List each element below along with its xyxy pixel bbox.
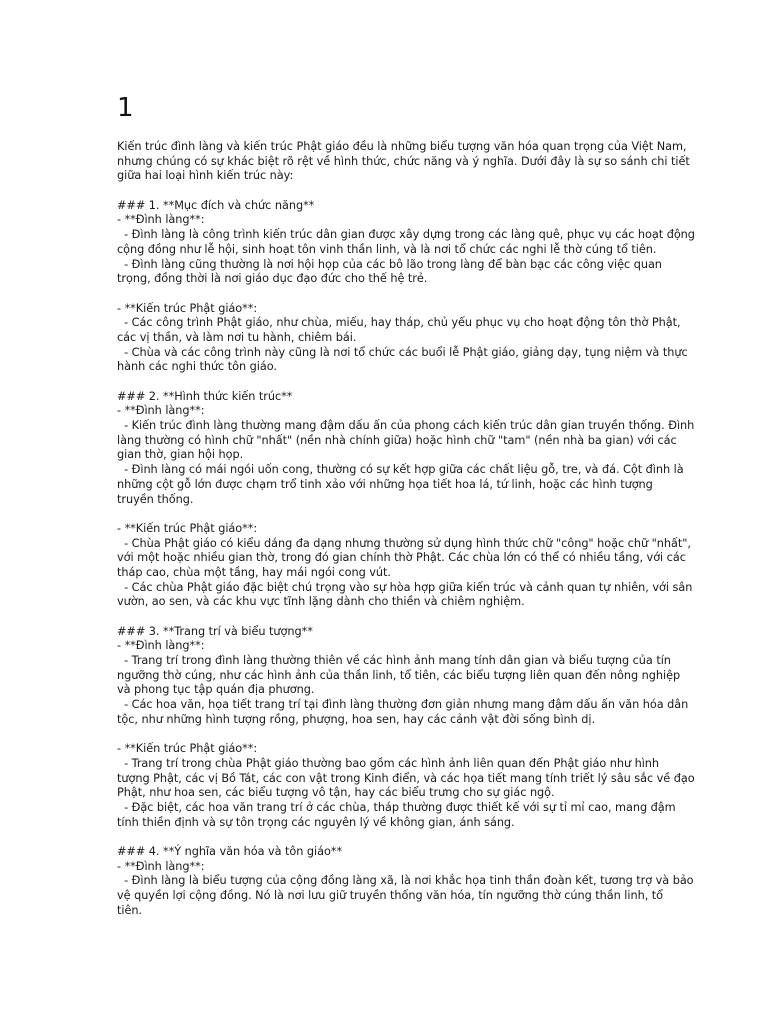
text-line: - Trang trí trong đình làng thường thiên về các hình ảnh mang tính dân gian và biểu tượng của tín [117,654,671,668]
paragraph-gap [117,184,657,199]
text-line: Phật, như hoa sen, các biểu tượng vô tận, hay các biểu trưng cho sự giác ngộ. [117,786,555,800]
text-line: tượng Phật, các vị Bồ Tát, các con vật trong Kinh điển, và các họa tiết mang tính triết lý sâu sắc về đạo [117,771,695,785]
text-line: - Đình làng có mái ngói uốn cong, thường có sự kết hợp giữa các chất liệu gỗ, tre, và đá. Cột đình là [117,463,684,477]
text-line: - Đình làng là biểu tượng của cộng đồng làng xã, là nơi khắc họa tinh thần đoàn kết, tương trợ và bảo [117,874,694,888]
text-line: tiên. [117,903,143,917]
text-line: - Các hoa văn, họa tiết trang trí tại đình làng thường đơn giản nhưng mang đậm dấu ấn văn hóa dân [117,698,689,712]
text-line: - Đặc biệt, các hoa văn trang trí ở các chùa, tháp thường được thiết kế với sự tỉ mỉ cao, mang đậm [117,800,676,814]
text-line: ### 1. **Mục đích và chức năng** [117,198,315,212]
paragraph-gap [117,830,657,845]
text-line: - Kiến trúc đình làng thường mang đậm dấu ấn của phong cách kiến trúc dân gian truyền thống. Đình [117,419,695,433]
text-line: - **Kiến trúc Phật giáo**: [117,301,258,315]
text-line: các vị thần, và làm nơi tu hành, chiêm bái. [117,330,357,344]
text-line: làng thường có hình chữ "nhất" (nền nhà chính giữa) hoặc hình chữ "tam" (nền nhà ba gian) với các [117,433,677,447]
text-line: truyền thống. [117,492,194,506]
text-line: gian thờ, gian hội họp. [117,448,244,462]
paragraph-gap [117,610,657,625]
text-line: - **Đình làng**: [117,213,205,227]
text-line: và phong tục tập quán địa phương. [117,683,315,697]
text-line: - **Đình làng**: [117,639,205,653]
text-line: tháp cao, chùa một tầng, hay mái ngói cong vút. [117,565,391,579]
text-line: - **Đình làng**: [117,404,205,418]
text-line: - Chùa và các công trình này cũng là nơi tổ chức các buổi lễ Phật giáo, giảng dạy, tụng niệm và thực [117,345,688,359]
text-line: - Trang trí trong chùa Phật giáo thường bao gồm các hình ảnh liên quan đến Phật giáo như hình [117,756,660,770]
text-line: những cột gỗ lớn được chạm trổ tinh xảo với những họa tiết hoa lá, tứ linh, hoặc các hình tượng [117,477,653,491]
text-line: - **Kiến trúc Phật giáo**: [117,742,258,756]
text-line: trọng, đồng thời là nơi giáo dục đạo đức cho thế hệ trẻ. [117,272,428,286]
text-line: - Các chùa Phật giáo đặc biệt chú trọng vào sự hòa hợp giữa kiến trúc và cảnh quan tự nhiên, với sân [117,580,693,594]
text-line: tộc, như những hình tượng rồng, phượng, hoa sen, hay các cảnh vật đời sống bình dị. [117,712,596,726]
text-line: ### 2. **Hình thức kiến trúc** [117,389,293,403]
text-line: cộng đồng như lễ hội, sinh hoạt tôn vinh thần linh, và là nơi tổ chức các nghi lễ thờ cúng tổ tiên. [117,242,657,256]
page-number: 1 [117,93,134,123]
text-line: Kiến trúc đình làng và kiến trúc Phật giáo đều là những biểu tượng văn hóa quan trọng của Việt Nam, [117,140,687,153]
paragraph-gap [117,728,657,743]
text-line: vườn, ao sen, và các khu vực tĩnh lặng dành cho thiền và chiêm nghiệm. [117,595,525,609]
text-line: - Các công trình Phật giáo, như chùa, miếu, hay tháp, chủ yếu phục vụ cho hoạt động tôn thờ Phật, [117,316,681,330]
text-line: - Đình làng là công trình kiến trúc dân gian được xây dựng trong các làng quê, phục vụ các hoạt động [117,228,695,242]
paragraph-gap [117,507,657,522]
text-line: - Chùa Phật giáo có kiểu dáng đa dạng nhưng thường sử dụng hình thức chữ "công" hoặc chữ "nhất", [117,536,691,550]
text-line: hành các nghi thức tôn giáo. [117,360,277,374]
text-line: nhưng chúng có sự khác biệt rõ rệt về hình thức, chức năng và ý nghĩa. Dưới đây là sự so sánh chi tiết [117,154,690,168]
paragraph-gap [117,287,657,302]
text-line: giữa hai loại hình kiến trúc này: [117,169,294,183]
paragraph-gap [117,375,657,390]
text-line: ### 3. **Trang trí và biểu tượng** [117,624,313,638]
text-line: vệ quyền lợi cộng đồng. Nó là nơi lưu giữ truyền thống văn hóa, tín ngưỡng thờ cúng thần linh, tổ [117,889,664,903]
text-line: ngưỡng thờ cúng, như các hình ảnh của thần linh, tổ tiên, các biểu tượng liên quan đến nông nghiệp [117,668,681,682]
document-body [117,140,695,918]
text-line: - Đình làng cũng thường là nơi hội họp của các bô lão trong làng để bàn bạc các công việc quan [117,257,662,271]
text-line: - **Đình làng**: [117,859,205,873]
text-line: ### 4. **Ý nghĩa văn hóa và tôn giáo** [117,845,343,858]
text-line: - **Kiến trúc Phật giáo**: [117,521,258,535]
text-line: tính thiền định và sự tôn trọng các nguyên lý về không gian, ánh sáng. [117,815,515,829]
text-line: với một hoặc nhiều gian thờ, trong đó gian chính thờ Phật. Các chùa lớn có thể có nhiều tầng, với các [117,551,686,565]
